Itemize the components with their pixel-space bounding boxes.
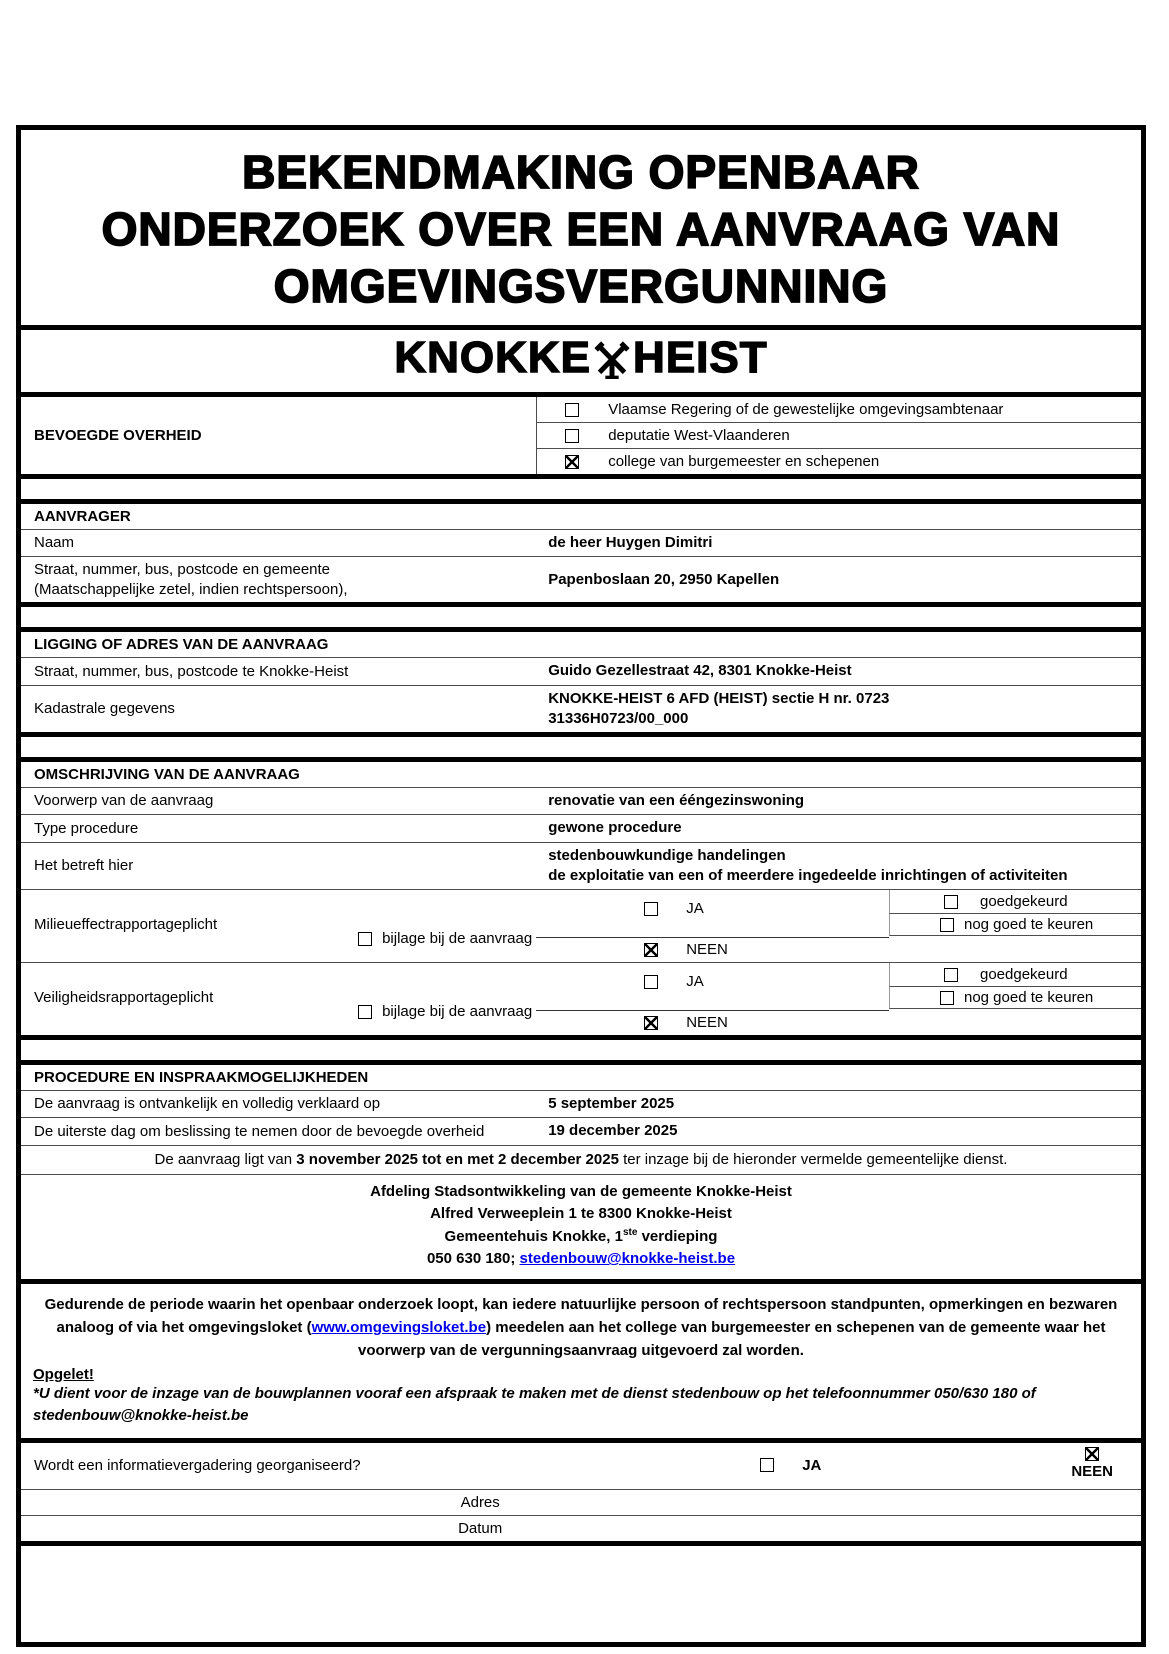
logo-text-left: KNOKKE xyxy=(394,333,592,382)
ligging-header: LIGGING OF ADRES VAN DE AANVRAAG xyxy=(21,632,1141,658)
row-uiterste-dag xyxy=(21,1118,1141,1145)
municipality-logo xyxy=(21,330,1141,397)
option-college xyxy=(537,449,1141,474)
row-betreft xyxy=(21,843,1141,891)
naam-value: de heer Huygen Dimitri xyxy=(548,534,713,551)
row-milieueffectrapportageplicht xyxy=(21,890,1141,963)
aanvrager-header: AANVRAGER xyxy=(21,504,1141,530)
inzage-periode-dates: 3 november 2025 tot en met 2 december 2025 xyxy=(296,1150,619,1168)
row-informatievergadering xyxy=(21,1443,1141,1490)
aanvrager-adres-value: Papenboslaan 20, 2950 Kapellen xyxy=(548,570,780,588)
veiligheid-nog-option: nog goed te keuren xyxy=(889,987,1141,1009)
section-ligging xyxy=(21,632,1141,737)
seagull-mark-icon xyxy=(593,339,631,383)
section-procedure xyxy=(21,1065,1141,1284)
document-title xyxy=(21,130,1141,330)
milieu-goedgekeurd-option: goedgekeurd xyxy=(889,890,1141,914)
section-divider xyxy=(21,607,1141,632)
option-label: Vlaamse Regering of de gewestelijke omgevingsambtenaar xyxy=(608,401,1004,418)
inzage-periode-line: De aanvraag ligt van 3 november 2025 tot en met 2 december 2025 ter inzage bij de hieronder vermelde gemeentelijke dienst. xyxy=(21,1146,1141,1175)
omschrijving-header: OMSCHRIJVING VAN DE AANVRAAG xyxy=(21,762,1141,788)
dienst-naam: Afdeling Stadsontwikkeling van de gemeente Knokke-Heist xyxy=(370,1182,792,1200)
vlaamse-regering-checkbox[interactable] xyxy=(565,403,579,417)
row-adres xyxy=(21,1490,1141,1516)
veiligheid-ja-checkbox[interactable] xyxy=(644,975,658,989)
veiligheid-neen-option: NEEN xyxy=(644,1014,728,1031)
uiterste-dag-label: De uiterste dag om beslissing te nemen door de bevoegde overheid xyxy=(34,1122,485,1140)
logo-text-right: HEIST xyxy=(633,333,768,382)
type-procedure-value: gewone procedure xyxy=(548,819,682,837)
milieu-neen-option: NEEN xyxy=(644,941,728,958)
gemeentelijke-dienst-block xyxy=(21,1175,1141,1279)
title-line-1: BEKENDMAKING OPENBAAR xyxy=(242,146,920,198)
section-divider xyxy=(21,1040,1141,1065)
voorwerp-label: Voorwerp van de aanvraag xyxy=(34,792,214,810)
aanvrager-adres-label: Straat, nummer, bus, postcode en gemeente (Maatschappelijke zetel, indien rechtspersoon), xyxy=(34,561,348,598)
bevoegde-overheid-options xyxy=(536,397,1141,474)
section-aanvrager xyxy=(21,504,1141,607)
option-label: college van burgemeester en schepenen xyxy=(608,453,880,470)
betreft-label: Het betreft hier xyxy=(34,857,134,874)
vergadering-ja-checkbox[interactable] xyxy=(760,1458,774,1472)
dienst-contact: 050 630 180; stedenbouw@knokke-heist.be xyxy=(426,1250,736,1268)
veiligheid-ja-option: JA xyxy=(644,973,704,990)
datum-label: Datum xyxy=(458,1519,503,1537)
naam-label: Naam xyxy=(34,534,75,552)
title-line-2: ONDERZOEK OVER EEN AANVRAAG VAN xyxy=(101,203,1061,255)
vergadering-ja-option: JA xyxy=(760,1457,821,1474)
option-vlaamse-regering xyxy=(537,397,1141,423)
milieu-ja-option: JA xyxy=(644,900,704,917)
section-divider xyxy=(21,737,1141,762)
milieu-neen-checkbox[interactable] xyxy=(644,943,658,957)
deputatie-checkbox[interactable] xyxy=(565,429,579,443)
row-voorwerp xyxy=(21,788,1141,815)
ligging-straat-label: Straat, nummer, bus, postcode te Knokke-Heist xyxy=(34,662,349,680)
vergadering-neen-checkbox[interactable] xyxy=(1085,1447,1099,1461)
betreft-value: stedenbouwkundige handelingen de exploitatie van een of meerdere ingedeelde inrichtingen of activiteiten xyxy=(548,846,1068,884)
stedenbouw-email-link[interactable]: stedenbouw@knokke-heist.be xyxy=(519,1250,736,1268)
college-checkbox[interactable] xyxy=(565,455,579,469)
row-ligging-straat xyxy=(21,658,1141,685)
row-veiligheidsrapportageplicht xyxy=(21,963,1141,1035)
uiterste-dag-value: 19 december 2025 xyxy=(548,1122,678,1140)
row-type-procedure xyxy=(21,815,1141,842)
ligging-straat-value: Guido Gezellestraat 42, 8301 Knokke-Heist xyxy=(548,662,852,680)
public-notice-form xyxy=(16,125,1146,1647)
milieu-bijlage-checkbox[interactable] xyxy=(358,932,372,946)
omgevingsloket-link[interactable]: www.omgevingsloket.be xyxy=(311,1319,487,1336)
option-label: deputatie West-Vlaanderen xyxy=(608,427,790,444)
adres-label: Adres xyxy=(460,1493,500,1511)
milieu-ja-checkbox[interactable] xyxy=(644,902,658,916)
ontvankelijk-value: 5 september 2025 xyxy=(548,1095,675,1112)
milieu-label: Milieueffectrapportageplicht xyxy=(34,916,218,933)
dienst-locatie: Gemeentehuis Knokke, 1ste verdieping xyxy=(444,1226,718,1245)
afspraak-note: *U dient voor de inzage van de bouwplannen vooraf een afspraak te maken met de dienst stedenbouw op het telefoonnummer 050/630 180 of stedenbouw@knokke-heist.be xyxy=(33,1384,1036,1424)
procedure-header: PROCEDURE EN INSPRAAKMOGELIJKHEDEN xyxy=(21,1065,1141,1091)
kadastraal-label: Kadastrale gegevens xyxy=(34,700,175,717)
milieu-nog-option: nog goed te keuren xyxy=(889,914,1141,936)
veiligheid-bijlage: bijlage bij de aanvraag xyxy=(358,1003,532,1020)
inspraak-paragraph: Gedurende de periode waarin het openbaar onderzoek loopt, kan iedere natuurlijke persoon of rechtspersoon standpunten, opmerkingen en bezwaren analoog of via het omgevingsloket (www.omgevingsloket.be) meedelen aan het college van burgemeester en schepenen van de gemeente waar het voorwerp van de vergunningsaanvraag uitgevoerd zal worden. xyxy=(44,1295,1118,1360)
ontvankelijk-label: De aanvraag is ontvankelijk en volledig verklaard op xyxy=(34,1095,381,1113)
veiligheid-bijlage-checkbox[interactable] xyxy=(358,1005,372,1019)
option-deputatie xyxy=(537,423,1141,449)
opgelet-label: Opgelet! xyxy=(33,1365,94,1383)
bevoegde-overheid-label: BEVOEGDE OVERHEID xyxy=(34,427,202,444)
milieu-nog-checkbox[interactable] xyxy=(940,918,954,932)
empty-signature-box xyxy=(21,1546,1141,1642)
milieu-bijlage: bijlage bij de aanvraag xyxy=(358,930,532,947)
informatievergadering-label: Wordt een informatievergadering georganiseerd? xyxy=(34,1456,361,1474)
type-procedure-label: Type procedure xyxy=(34,819,139,837)
veiligheid-goedgekeurd-option: goedgekeurd xyxy=(889,963,1141,987)
row-kadastraal xyxy=(21,686,1141,733)
vergadering-neen-option: NEEN xyxy=(1071,1447,1113,1480)
kadastraal-value: KNOKKE-HEIST 6 AFD (HEIST) sectie H nr. 0723 31336H0723/00_000 xyxy=(548,689,890,727)
row-aanvrager-adres xyxy=(21,557,1141,602)
dienst-adres: Alfred Verweeplein 1 te 8300 Knokke-Heist xyxy=(430,1205,732,1223)
divider-line xyxy=(536,1010,889,1011)
row-ontvankelijk xyxy=(21,1091,1141,1118)
milieu-goedgekeurd-checkbox[interactable] xyxy=(944,895,958,909)
section-omschrijving xyxy=(21,762,1141,1040)
veiligheid-nog-checkbox[interactable] xyxy=(940,991,954,1005)
title-line-3: OMGEVINGSVERGUNNING xyxy=(273,260,889,312)
voorwerp-value: renovatie van een ééngezinswoning xyxy=(548,792,805,809)
veiligheid-goedgekeurd-checkbox[interactable] xyxy=(944,968,958,982)
row-datum xyxy=(21,1516,1141,1546)
inspraak-block xyxy=(21,1284,1141,1443)
divider-line xyxy=(536,937,889,938)
veiligheid-label: Veiligheidsrapportageplicht xyxy=(34,989,214,1006)
section-divider xyxy=(21,479,1141,504)
row-naam xyxy=(21,530,1141,557)
section-bevoegde-overheid xyxy=(21,397,1141,479)
veiligheid-neen-checkbox[interactable] xyxy=(644,1016,658,1030)
